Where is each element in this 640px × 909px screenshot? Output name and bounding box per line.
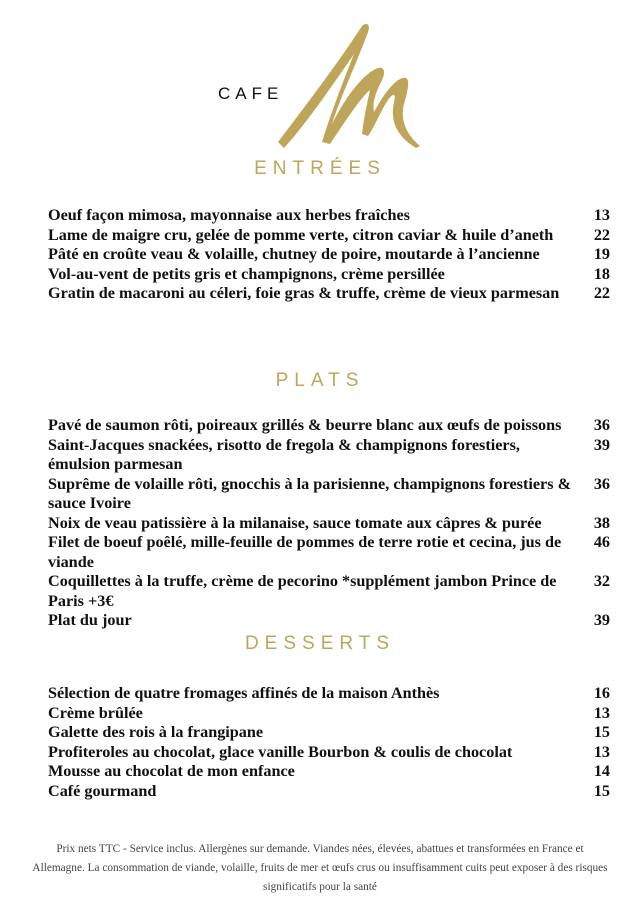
item-name: Plat du jour xyxy=(48,611,132,629)
item-price: 36 xyxy=(593,474,610,493)
item-name: Profiteroles au chocolat, glace vanille Bourbon & coulis de chocolat xyxy=(48,742,513,761)
item-price: 39 xyxy=(593,611,610,629)
menu-item xyxy=(48,572,610,611)
item-price: 39 xyxy=(593,435,610,454)
item-price: 22 xyxy=(593,284,610,302)
menu-item xyxy=(48,782,610,802)
logo-cafe-text: CAFE xyxy=(218,84,284,103)
item-name: Suprême de volaille rôti, gnocchis à la parisienne, champignons forestiers & sauce Ivoire xyxy=(48,474,572,512)
desserts-list xyxy=(48,684,610,801)
item-price: 13 xyxy=(593,742,610,761)
item-price: 19 xyxy=(593,245,610,263)
item-price: 15 xyxy=(593,781,610,800)
section-title-plats: PLATS xyxy=(275,370,365,391)
menu-item xyxy=(48,533,610,572)
item-price: 18 xyxy=(593,264,610,283)
item-price: 13 xyxy=(593,206,610,224)
item-name: Lame de maigre cru, gelée de pomme verte, citron caviar & huile d’aneth xyxy=(48,225,554,244)
menu-item xyxy=(48,684,610,704)
section-title-entrees: ENTRÉES xyxy=(254,158,386,179)
menu-item xyxy=(48,206,610,226)
menu-item xyxy=(48,611,610,631)
menu-item xyxy=(48,226,610,246)
item-name: Oeuf façon mimosa, mayonnaise aux herbes fraîches xyxy=(48,206,410,224)
menu-item xyxy=(48,743,610,763)
item-name: Pavé de saumon rôti, poireaux grillés & beurre blanc aux œufs de poissons xyxy=(48,416,562,434)
item-price: 32 xyxy=(593,572,610,590)
logo-m-icon xyxy=(270,20,425,150)
menu-item xyxy=(48,284,610,304)
menu-item xyxy=(48,723,610,743)
item-price: 46 xyxy=(593,533,610,551)
plats-list xyxy=(48,416,610,631)
item-price: 16 xyxy=(593,684,610,702)
item-name: Mousse au chocolat de mon enfance xyxy=(48,762,295,780)
entrees-list xyxy=(48,206,610,304)
item-name: Crème brûlée xyxy=(48,703,143,722)
item-price: 38 xyxy=(593,513,610,532)
item-name: Café gourmand xyxy=(48,781,157,800)
menu-item xyxy=(48,475,610,514)
item-name: Filet de boeuf poêlé, mille-feuille de pommes de terre rotie et cecina, jus de viande xyxy=(48,533,562,571)
legal-footer: Prix nets TTC - Service inclus. Allergènes sur demande. Viandes nées, élevées, abattues et transformées en France et Allemagne. La consommation de viande, volaille, fruits de mer et œufs crus ou insuffisamment cuits peut exposer à des risques significatifs pour la santé xyxy=(32,843,608,893)
cafe-m-logo xyxy=(0,0,640,150)
menu-item xyxy=(48,436,610,475)
item-price: 22 xyxy=(593,225,610,244)
item-price: 13 xyxy=(593,703,610,722)
item-name: Vol-au-vent de petits gris et champignons, crème persillée xyxy=(48,264,445,283)
menu-item xyxy=(48,265,610,285)
item-price: 14 xyxy=(593,762,610,780)
item-name: Noix de veau patissière à la milanaise, sauce tomate aux câpres & purée xyxy=(48,513,542,532)
item-name: Sélection de quatre fromages affinés de la maison Anthès xyxy=(48,684,440,702)
menu-item xyxy=(48,245,610,265)
menu-item xyxy=(48,704,610,724)
menu-item xyxy=(48,416,610,436)
item-name: Galette des rois à la frangipane xyxy=(48,723,264,741)
item-price: 15 xyxy=(593,723,610,741)
item-name: Gratin de macaroni au céleri, foie gras & truffe, crème de vieux parmesan xyxy=(48,284,560,302)
menu-item xyxy=(48,762,610,782)
item-price: 36 xyxy=(593,416,610,434)
item-name: Coquillettes à la truffe, crème de pecorino *supplément jambon Prince de Paris +3€ xyxy=(48,572,557,610)
menu-item xyxy=(48,514,610,534)
item-name: Pâté en croûte veau & volaille, chutney de poire, moutarde à l’ancienne xyxy=(48,245,540,263)
item-name: Saint-Jacques snackées, risotto de fregola & champignons forestiers, émulsion parmesan xyxy=(48,435,520,473)
section-title-desserts: DESSERTS xyxy=(244,633,396,654)
